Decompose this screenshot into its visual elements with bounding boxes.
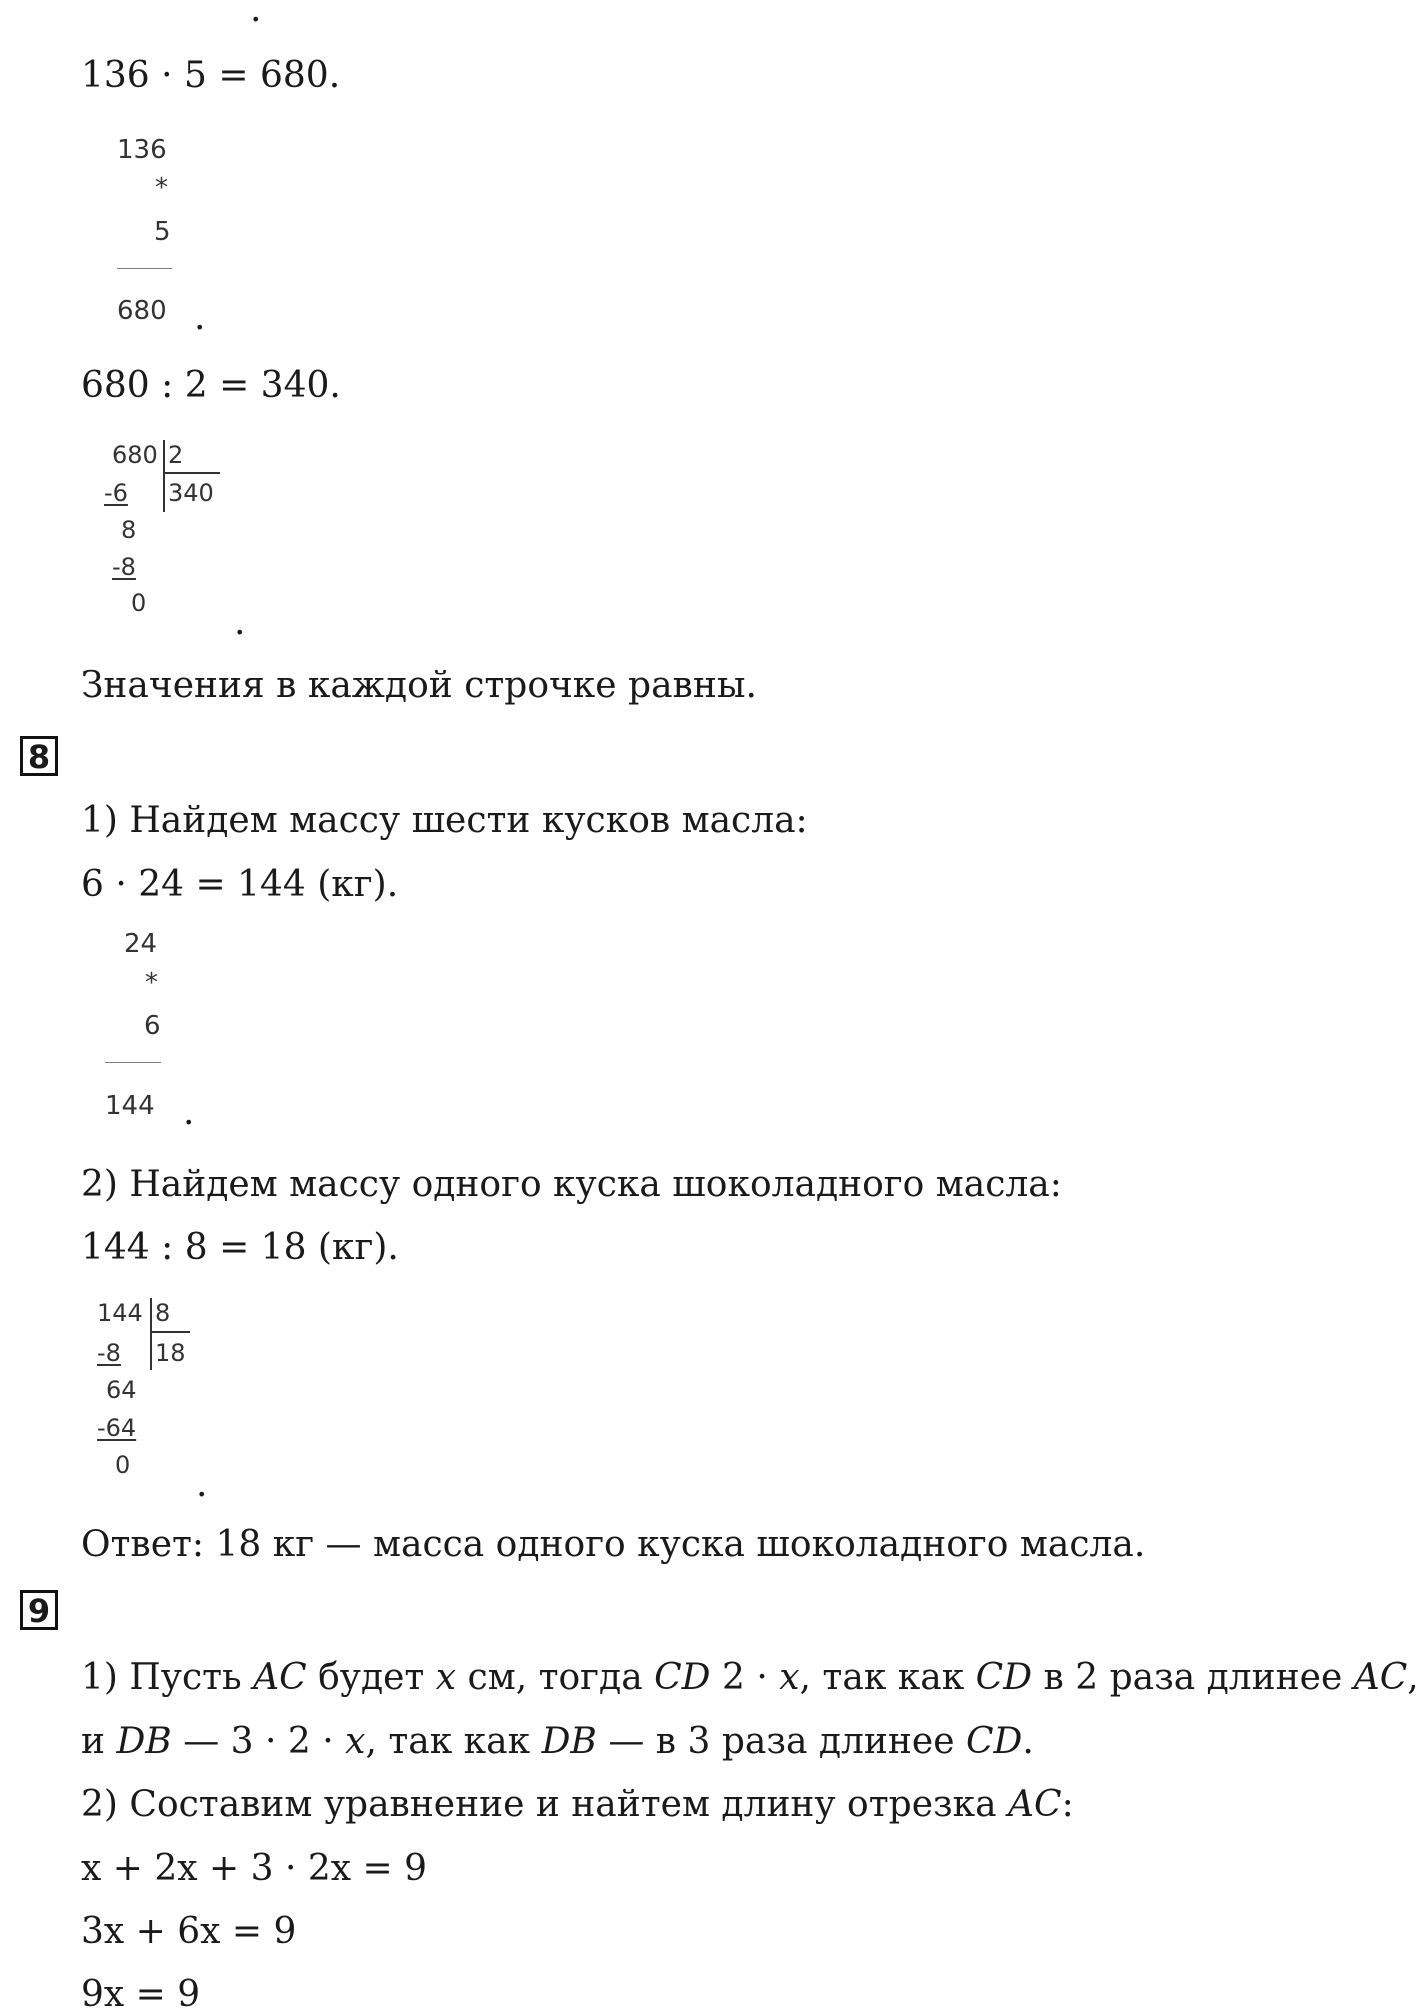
div-dividend: 680: [112, 441, 158, 469]
text: 2 ·: [710, 1657, 780, 1698]
equation-3: 9x = 9: [81, 1974, 201, 2015]
var-x: x: [779, 1657, 800, 1698]
text: — 3 · 2 ·: [171, 1721, 346, 1762]
sec9-line-2: [81, 1721, 1034, 1762]
mult-operator: *: [155, 173, 168, 203]
text: ,: [1407, 1657, 1419, 1698]
var-cd: CD: [965, 1721, 1023, 1762]
var-db: DB: [541, 1721, 597, 1762]
div-quotient: 18: [155, 1339, 186, 1367]
calc-6x24: 6 · 24 = 144 (кг).: [81, 864, 399, 905]
mult-result: 144: [105, 1091, 155, 1121]
mult-rule: [117, 268, 172, 269]
div-subtract-2: -8: [112, 553, 136, 581]
div-remainder-2: 0: [131, 589, 147, 617]
var-db: DB: [116, 1721, 172, 1762]
mult-top: 136: [117, 135, 167, 165]
var-ac: AC: [1008, 1784, 1062, 1825]
text: .: [1022, 1721, 1034, 1762]
div-horizontal-line: [152, 1331, 190, 1333]
text: — в 3 раза длинее: [596, 1721, 966, 1762]
text: и: [81, 1721, 117, 1762]
div-remainder-1: 8: [121, 516, 137, 544]
task-number-8: 8: [20, 736, 58, 776]
text: 1) Пусть: [81, 1657, 254, 1698]
div-dot: .: [196, 1464, 208, 1505]
mult-bottom: 6: [144, 1011, 161, 1041]
step-1-text: 1) Найдем массу шести кусков масла:: [81, 800, 808, 841]
div-subtract-1: -6: [104, 479, 128, 507]
mult-dot: .: [183, 1092, 195, 1133]
top-dot: .: [250, 0, 262, 30]
var-ac: AC: [253, 1657, 307, 1698]
mult-dot: .: [194, 297, 206, 338]
text: 2) Составим уравнение и найтем длину отрезка: [81, 1784, 1009, 1825]
equation-2: 3x + 6x = 9: [81, 1911, 297, 1952]
equation-1: x + 2x + 3 · 2x = 9: [81, 1848, 428, 1889]
mult-rule: [105, 1062, 161, 1063]
mult-operator: *: [145, 968, 158, 998]
div-vertical-line: [163, 440, 165, 512]
div-dot: .: [234, 602, 246, 643]
var-x: x: [435, 1657, 457, 1698]
task-number-9: 9: [20, 1590, 58, 1630]
text: будет: [306, 1657, 436, 1698]
step-2-text: 2) Найдем массу одного куска шоколадного масла:: [81, 1164, 1062, 1205]
mult-top: 24: [124, 929, 158, 959]
text: , так как: [799, 1657, 976, 1698]
var-x: x: [345, 1721, 366, 1762]
text: , так как: [365, 1721, 542, 1762]
conclusion-text: Значения в каждой строчке равны.: [81, 665, 757, 706]
var-cd: CD: [975, 1657, 1033, 1698]
div-dividend: 144: [97, 1299, 143, 1327]
calc-144div8: 144 : 8 = 18 (кг).: [81, 1227, 399, 1268]
equation-680div2: 680 : 2 = 340.: [81, 365, 341, 406]
var-cd: CD: [654, 1657, 711, 1698]
div-quotient: 340: [168, 479, 214, 507]
sec9-line-3: [81, 1784, 1074, 1825]
equation-136x5: 136 · 5 = 680.: [81, 55, 341, 96]
var-ac: AC: [1353, 1657, 1408, 1698]
div-remainder-2: 0: [115, 1451, 131, 1479]
div-horizontal-line: [165, 472, 220, 474]
div-divisor: 2: [168, 441, 184, 469]
text: см, тогда: [456, 1657, 655, 1698]
div-subtract-1: -8: [97, 1339, 121, 1367]
div-divisor: 8: [155, 1299, 171, 1327]
div-vertical-line: [150, 1298, 152, 1370]
answer-text: Ответ: 18 кг — масса одного куска шоколадного масла.: [81, 1524, 1146, 1565]
sec9-line-1: [81, 1657, 1419, 1698]
text: в 2 раза длинее: [1032, 1657, 1354, 1698]
div-subtract-2: -64: [97, 1414, 137, 1442]
mult-bottom: 5: [154, 217, 171, 247]
div-remainder-1: 64: [106, 1376, 137, 1404]
mult-result: 680: [117, 296, 167, 326]
text: :: [1061, 1784, 1074, 1825]
